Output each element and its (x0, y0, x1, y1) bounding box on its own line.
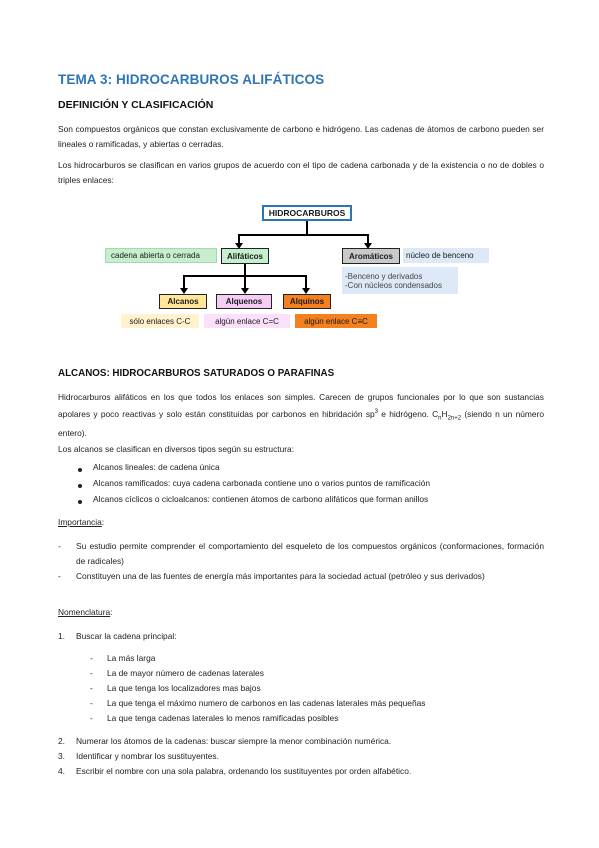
step-text: Escribir el nombre con una sola palabra, ordenando los sustituyentes por orden alfabético. (76, 766, 412, 776)
dash-icon: - (90, 698, 93, 708)
substep: La que tenga los localizadores mas bajos (107, 683, 261, 693)
formula-text: hidrógeno. C (389, 408, 439, 419)
substep: La que tenga cadenas laterales lo menos ramificadas posibles (107, 713, 339, 723)
bullet-icon (78, 468, 82, 472)
alkanes-paragraph (58, 390, 544, 441)
connector (183, 275, 185, 289)
step-number: 4. (58, 766, 65, 776)
importance-label (58, 517, 104, 527)
step-number: 1. (58, 631, 65, 641)
alkanes-types-intro: Los alcanos se clasifican en diversos tipos según su estructura: (58, 444, 295, 454)
definition-paragraph: Son compuestos orgánicos que constan exclusivamente de carbono e hidrógeno. Las cadenas de átomos de carbono pueden ser lineales o ramificadas, y abiertas o cerradas. (58, 124, 544, 149)
aromatic-list (342, 267, 458, 294)
node-alquinos: Alquinos (283, 294, 331, 309)
colon: : (110, 607, 113, 617)
node-alcanos: Alcanos (159, 294, 207, 309)
section-heading-definition: DEFINICIÓN Y CLASIFICACIÓN (58, 99, 214, 111)
page-title: TEMA 3: HIDROCARBUROS ALIFÁTICOS (58, 72, 325, 87)
connector (244, 275, 246, 289)
aromatic-list-item: -Con núcleos condensados (345, 280, 442, 290)
bullet-icon (78, 484, 82, 488)
alkanes-text: e (378, 408, 386, 419)
alkenes-note: algún enlace C=C (204, 314, 290, 328)
section-heading-alkanes: ALCANOS: HIDROCARBUROS SATURADOS O PARAFINAS (58, 368, 335, 379)
importance-heading: Importancia (58, 517, 102, 527)
classification-paragraph: Los hidrocarburos se clasifican en varios grupos de acuerdo con el tipo de cadena carbonada y de la existencia o no de dobles o triples enlaces: (58, 160, 544, 185)
connector (238, 234, 368, 236)
step-number: 3. (58, 751, 65, 761)
nomenclature-heading: Nomenclatura (58, 607, 111, 617)
colon: : (101, 517, 105, 527)
dash-icon: - (90, 668, 93, 678)
formula-text: H (441, 408, 448, 419)
node-alifaticos: Alifáticos (221, 248, 269, 264)
step-text: Buscar la cadena principal: (76, 631, 177, 641)
list-item: Alcanos cíclicos o cicloalcanos: contienen átomos de carbono alifáticos que forman anillos (93, 494, 429, 504)
formula-text: (siendo n un número entero). (58, 408, 544, 439)
substep: La que tenga el máximo numero de carbonos en las cadenas laterales más pequeñas (107, 698, 426, 708)
list-item: Alcanos ramificados: cuya cadena carbonada contiene uno o varios puntos de ramificación (93, 478, 431, 488)
dash-icon: - (58, 571, 61, 581)
step-number: 2. (58, 736, 65, 746)
node-aromaticos: Aromáticos (342, 248, 400, 264)
alkanes-text: Hidrocarburos alifáticos en los que todos los enlaces son simples. Carecen de grupos funcionales por lo que son sustancias apolares y poco reactivas y solo están constituidas por carbonos en hibridación sp (58, 392, 544, 419)
substep: La de mayor número de cadenas laterales (107, 668, 264, 678)
aromatic-note: núcleo de benceno (403, 248, 489, 263)
list-item: Constituyen una de las fuentes de energía más importantes para la sociedad actual (petróleo y sus derivados) (76, 571, 485, 581)
list-item: Su estudio permite comprender el comportamiento del esqueleto de los compuestos orgánicos (conformaciones, formación de radicales) (76, 541, 544, 566)
step-text: Numerar los átomos de la cadenas: buscar siempre la menor combinación numérica. (76, 736, 392, 746)
subscript: n (438, 415, 442, 422)
root-node-hidrocarburos: HIDROCARBUROS (262, 205, 352, 221)
superscript: 3 (374, 409, 379, 415)
connector (306, 221, 308, 235)
dash-icon: - (90, 683, 93, 693)
connector (305, 275, 307, 289)
substep: La más larga (107, 653, 156, 663)
alkanes-note: sólo enlaces C-C (121, 314, 199, 328)
dash-icon: - (58, 541, 61, 551)
step-text: Identificar y nombrar los sustituyentes. (76, 751, 219, 761)
subscript: 2n+2 (447, 415, 462, 422)
bullet-icon (78, 500, 82, 504)
node-alquenos: Alquenos (216, 294, 272, 309)
alkynes-note: algún enlace C≡C (295, 314, 377, 328)
dash-icon: - (90, 713, 93, 723)
aliphatic-note: cadena abierta o cerrada (105, 248, 217, 263)
list-item: Alcanos lineales: de cadena única (93, 462, 220, 472)
aromatic-list-item: -Benceno y derivados (345, 271, 423, 281)
nomenclature-label (58, 607, 112, 617)
dash-icon: - (90, 653, 93, 663)
